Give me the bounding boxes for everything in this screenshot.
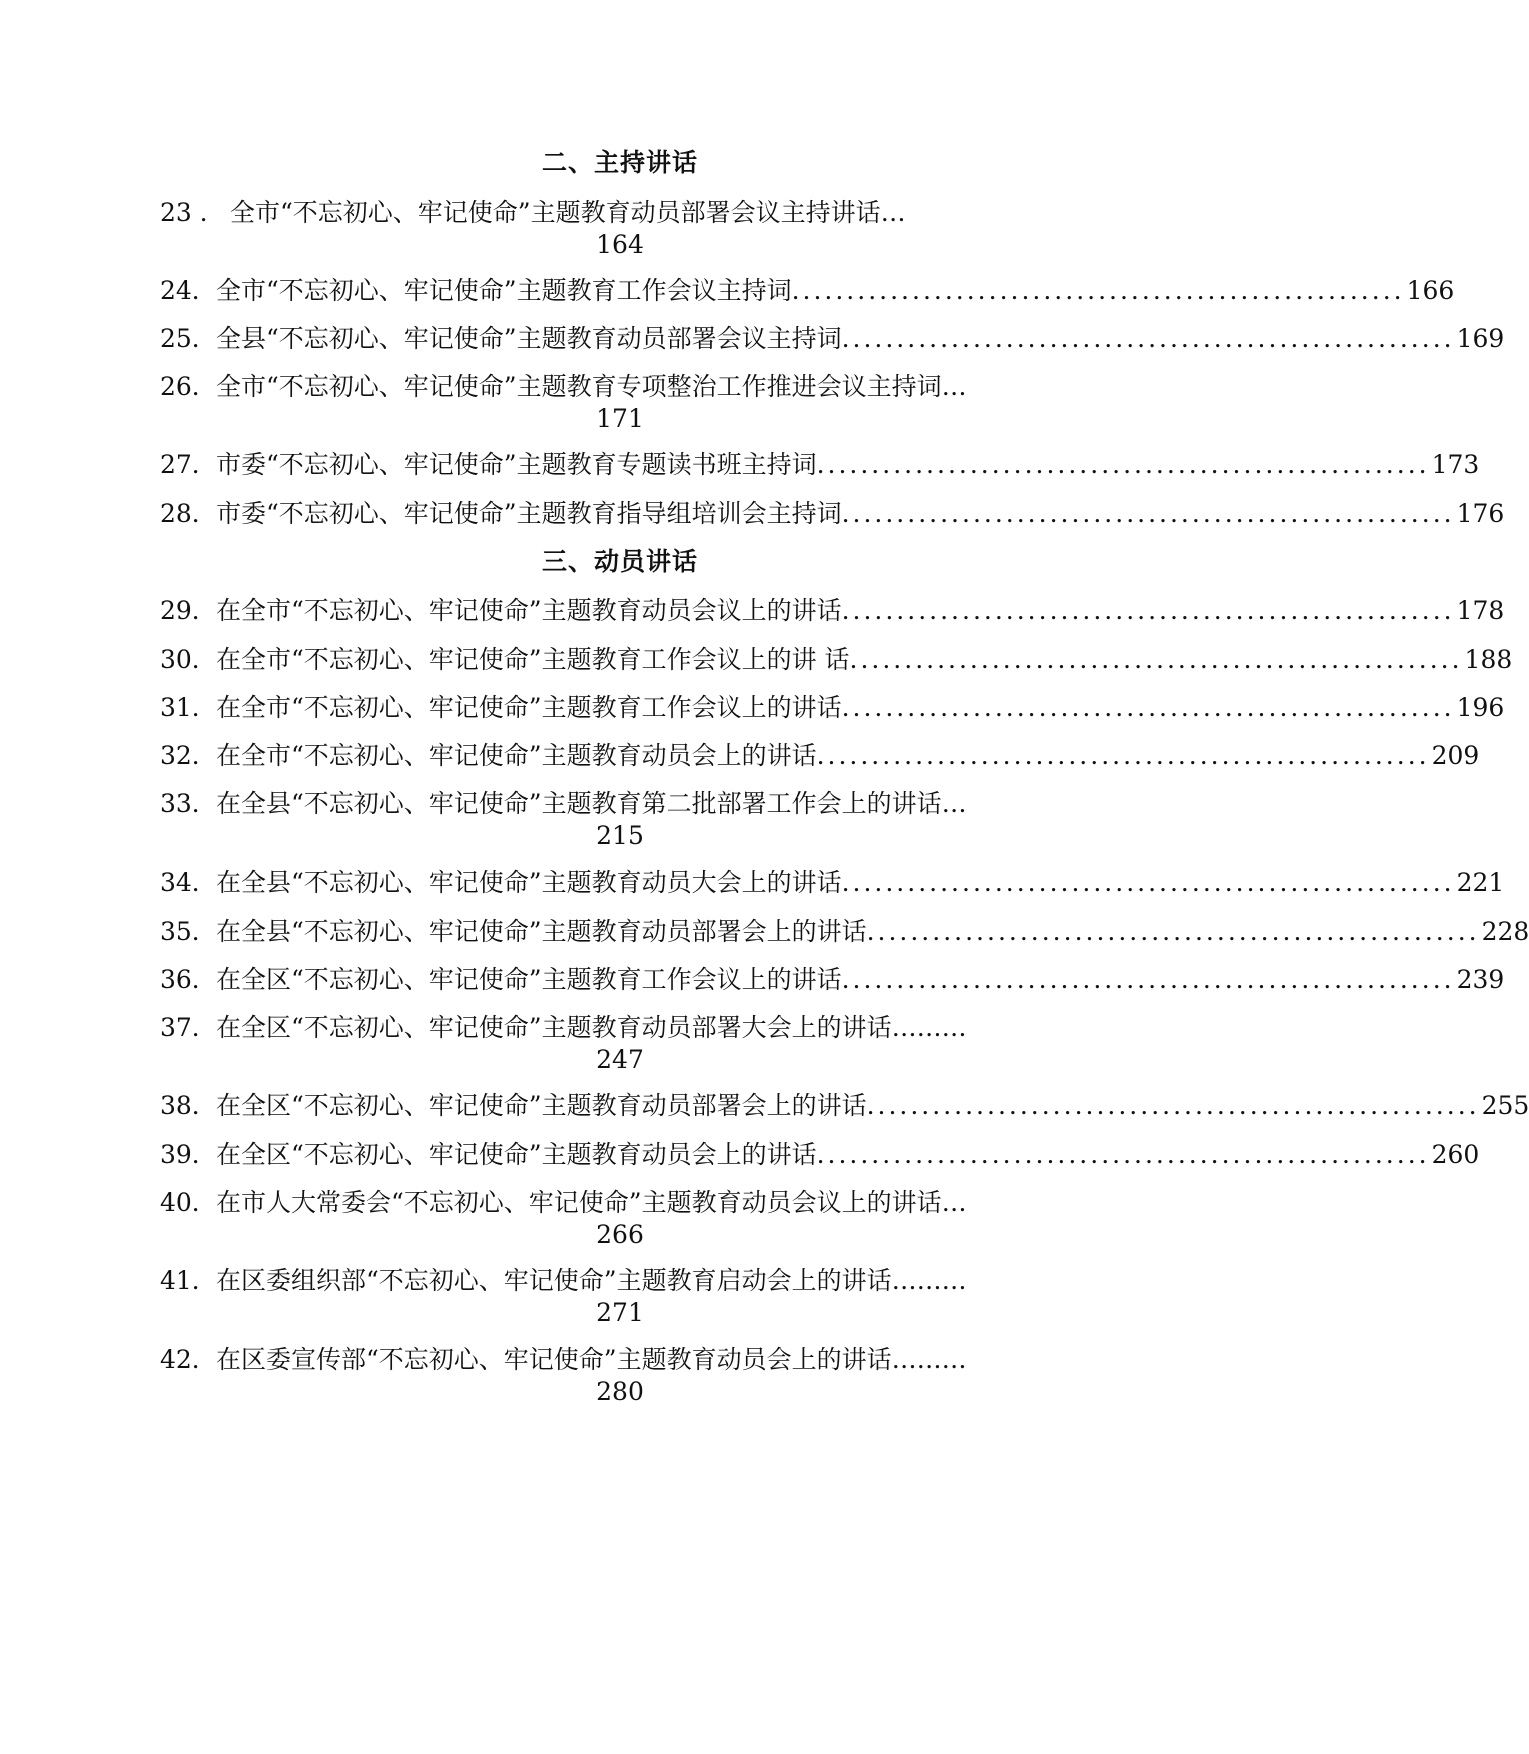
entry-title: 在区委组织部“不忘初心、牢记使命”主题教育启动会上的讲话……… [216,1266,967,1295]
toc-entry[interactable] [160,691,1505,725]
leader-dots: ........................................................ [841,499,1455,528]
entry-title: 在全区“不忘初心、牢记使命”主题教育动员部署会上的讲话 [216,1091,867,1120]
toc-entry[interactable] [160,448,1480,482]
leader-dots: ........................................................ [866,917,1480,946]
toc-entry[interactable] [160,1186,1165,1250]
entry-title: 在全区“不忘初心、牢记使命”主题教育工作会议上的讲话 [216,965,842,994]
entry-number: 39． [160,1140,217,1169]
entry-number: 41． [160,1266,217,1295]
entry-page: 228 [1481,917,1529,946]
entry-page: 221 [1456,868,1505,897]
entry-number: 35． [160,917,217,946]
entry-number: 27． [160,450,217,479]
entry-number: 31． [160,693,217,722]
entry-number: 37． [160,1013,217,1042]
section-heading: 三、动员讲话 [541,547,698,576]
entry-title: 全市“不忘初心、牢记使命”主题教育动员部署会议主持讲话… [230,198,906,227]
leader-dots: ........................................................ [791,276,1405,305]
entry-title: 在全市“不忘初心、牢记使命”主题教育动员会上的讲话 [216,741,817,770]
entry-page: 260 [1431,1140,1480,1169]
toc-entry[interactable] [160,915,1529,949]
entry-page: 173 [1431,450,1480,479]
leader-dots: ........................................................ [816,1140,1430,1169]
toc-entry[interactable] [160,643,1513,677]
entry-page: 266 [596,1220,644,1249]
toc-entry[interactable] [160,1264,1165,1328]
entry-page: 171 [596,404,644,433]
toc-entry[interactable] [160,963,1505,997]
entry-page: 209 [1431,741,1480,770]
toc-entry[interactable] [160,1089,1529,1123]
leader-dots: ........................................................ [816,450,1430,479]
leader-dots: ........................................................ [841,965,1455,994]
entry-number: 25． [160,324,217,353]
entry-title: 在全区“不忘初心、牢记使命”主题教育动员会上的讲话 [216,1140,817,1169]
entry-number: 23 ． [160,198,225,227]
toc-entry[interactable] [160,739,1480,773]
entry-number: 40． [160,1188,217,1217]
entry-number: 38． [160,1091,217,1120]
toc-entry[interactable] [160,1343,1165,1407]
leader-dots: ........................................................ [816,741,1430,770]
entry-title: 在区委宣传部“不忘初心、牢记使命”主题教育动员会上的讲话……… [216,1345,967,1374]
entry-page: 239 [1456,965,1505,994]
entry-title: 在市人大常委会“不忘初心、牢记使命”主题教育动员会议上的讲话… [216,1188,967,1217]
toc-entry[interactable] [160,594,1505,628]
entry-number: 33． [160,789,217,818]
entry-number: 29． [160,596,217,625]
entry-title: 全县“不忘初心、牢记使命”主题教育动员部署会议主持词 [216,324,842,353]
entry-title: 全市“不忘初心、牢记使命”主题教育专项整治工作推进会议主持词… [216,372,967,401]
toc-entry[interactable] [160,1011,1165,1075]
entry-number: 28． [160,499,217,528]
leader-dots: ........................................................ [866,1091,1480,1120]
entry-page: 215 [596,821,644,850]
entry-number: 36． [160,965,217,994]
toc-entry[interactable] [160,370,1165,434]
entry-number: 32． [160,741,217,770]
leader-dots: ........................................................ [841,693,1455,722]
toc-entry[interactable] [160,497,1505,531]
entry-page: 280 [596,1377,644,1406]
entry-page: 196 [1456,693,1505,722]
entry-title: 在全县“不忘初心、牢记使命”主题教育第二批部署工作会上的讲话… [216,789,967,818]
toc-entry[interactable] [160,322,1505,356]
entry-title: 在全区“不忘初心、牢记使命”主题教育动员部署大会上的讲话……… [216,1013,967,1042]
toc-entry[interactable] [160,866,1505,900]
toc-entry[interactable] [160,196,1165,260]
entry-page: 169 [1456,324,1505,353]
entry-number: 26． [160,372,217,401]
entry-title: 市委“不忘初心、牢记使命”主题教育专题读书班主持词 [216,450,817,479]
toc-entry[interactable] [160,787,1165,851]
entry-title: 全市“不忘初心、牢记使命”主题教育工作会议主持词 [216,276,792,305]
entry-title: 在全县“不忘初心、牢记使命”主题教育动员大会上的讲话 [216,868,842,897]
toc-entry[interactable] [160,1138,1480,1172]
entry-page: 188 [1464,645,1513,674]
entry-title: 在全市“不忘初心、牢记使命”主题教育动员会议上的讲话 [216,596,842,625]
leader-dots: ........................................................ [841,868,1455,897]
entry-page: 271 [596,1298,644,1327]
entry-page: 176 [1456,499,1505,528]
entry-number: 42． [160,1345,217,1374]
entry-page: 255 [1481,1091,1529,1120]
entry-title: 在全市“不忘初心、牢记使命”主题教育工作会议上的讲 话 [216,645,850,674]
entry-number: 24． [160,276,217,305]
entry-page: 166 [1406,276,1455,305]
entry-title: 在全市“不忘初心、牢记使命”主题教育工作会议上的讲话 [216,693,842,722]
entry-page: 247 [596,1045,644,1074]
section-heading: 二、主持讲话 [541,148,698,177]
entry-title: 市委“不忘初心、牢记使命”主题教育指导组培训会主持词 [216,499,842,528]
entry-page: 164 [596,230,644,259]
leader-dots: ........................................................ [841,596,1455,625]
leader-dots: ........................................................ [849,645,1463,674]
entry-number: 30． [160,645,217,674]
entry-page: 178 [1456,596,1505,625]
toc-entry[interactable] [160,274,1455,308]
entry-number: 34． [160,868,217,897]
entry-title: 在全县“不忘初心、牢记使命”主题教育动员部署会上的讲话 [216,917,867,946]
leader-dots: ........................................................ [841,324,1455,353]
